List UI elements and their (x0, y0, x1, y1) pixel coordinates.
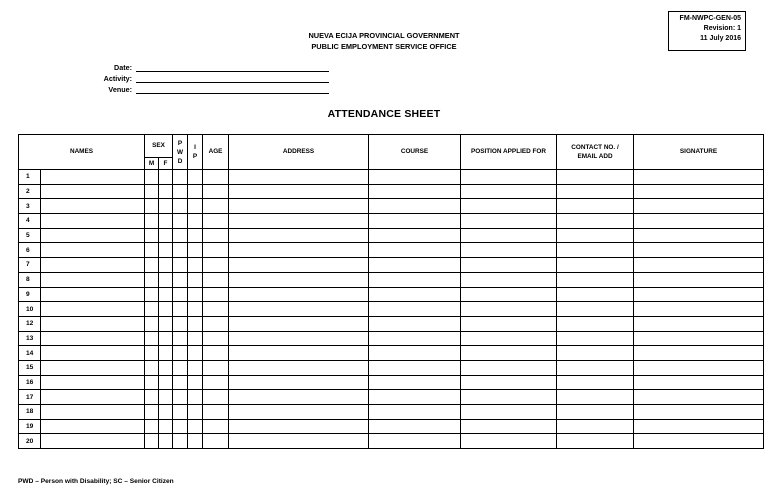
ip-header: I P (188, 135, 203, 170)
entry-cell[interactable] (159, 360, 173, 375)
entry-cell[interactable] (188, 434, 203, 449)
table-row (19, 419, 764, 434)
entry-cell[interactable] (461, 346, 557, 361)
entry-cell[interactable] (188, 272, 203, 287)
entry-cell[interactable] (41, 390, 145, 405)
activity-label: Activity: (103, 74, 132, 83)
entry-cell[interactable] (145, 287, 159, 302)
entry-cell[interactable] (461, 405, 557, 420)
entry-cell[interactable] (229, 360, 369, 375)
entry-cell[interactable] (557, 214, 634, 229)
entry-cell[interactable] (173, 405, 188, 420)
entry-cell[interactable] (145, 258, 159, 273)
entry-cell[interactable] (557, 316, 634, 331)
table-row (19, 302, 764, 317)
entry-cell[interactable] (369, 390, 461, 405)
entry-cell[interactable] (229, 214, 369, 229)
entry-cell[interactable] (369, 375, 461, 390)
table-row (19, 228, 764, 243)
entry-cell[interactable] (634, 419, 764, 434)
entry-cell[interactable] (145, 228, 159, 243)
row-number: 15 (19, 360, 41, 375)
entry-cell[interactable] (369, 258, 461, 273)
entry-cell[interactable] (634, 360, 764, 375)
entry-cell[interactable] (557, 390, 634, 405)
entry-cell[interactable] (557, 405, 634, 420)
entry-cell[interactable] (461, 360, 557, 375)
age-header: AGE (203, 135, 229, 170)
address-header: ADDRESS (229, 135, 369, 170)
entry-cell[interactable] (461, 331, 557, 346)
entry-cell[interactable] (41, 360, 145, 375)
date-line (136, 71, 329, 72)
activity-line (136, 82, 329, 83)
entry-cell[interactable] (188, 184, 203, 199)
entry-cell[interactable] (159, 390, 173, 405)
entry-cell[interactable] (369, 184, 461, 199)
entry-cell[interactable] (159, 243, 173, 258)
entry-cell[interactable] (369, 331, 461, 346)
contact-header: CONTACT NO. / EMAIL ADD (557, 135, 634, 170)
row-number: 8 (19, 272, 41, 287)
entry-cell[interactable] (145, 419, 159, 434)
row-number: 1 (19, 170, 41, 185)
entry-cell[interactable] (557, 331, 634, 346)
entry-cell[interactable] (188, 302, 203, 317)
entry-cell[interactable] (203, 419, 229, 434)
entry-cell[interactable] (173, 390, 188, 405)
attendance-rows (19, 170, 764, 449)
entry-cell[interactable] (634, 405, 764, 420)
row-number: 3 (19, 199, 41, 214)
entry-cell[interactable] (203, 243, 229, 258)
entry-cell[interactable] (369, 316, 461, 331)
entry-cell[interactable] (41, 272, 145, 287)
row-number: 17 (19, 390, 41, 405)
entry-cell[interactable] (557, 258, 634, 273)
entry-cell[interactable] (557, 170, 634, 185)
entry-cell[interactable] (229, 272, 369, 287)
entry-cell[interactable] (159, 346, 173, 361)
entry-cell[interactable] (41, 258, 145, 273)
entry-cell[interactable] (173, 228, 188, 243)
entry-cell[interactable] (461, 272, 557, 287)
entry-cell[interactable] (173, 199, 188, 214)
entry-cell[interactable] (461, 184, 557, 199)
entry-cell[interactable] (634, 390, 764, 405)
entry-cell[interactable] (203, 331, 229, 346)
entry-cell[interactable] (203, 346, 229, 361)
row-number: 9 (19, 287, 41, 302)
entry-cell[interactable] (557, 228, 634, 243)
entry-cell[interactable] (173, 302, 188, 317)
entry-cell[interactable] (41, 199, 145, 214)
entry-cell[interactable] (461, 316, 557, 331)
signature-header: SIGNATURE (634, 135, 764, 170)
entry-cell[interactable] (557, 287, 634, 302)
table-row (19, 170, 764, 185)
entry-cell[interactable] (634, 316, 764, 331)
sex-header: SEX (145, 135, 173, 158)
entry-cell[interactable] (145, 390, 159, 405)
entry-cell[interactable] (41, 184, 145, 199)
entry-cell[interactable] (461, 375, 557, 390)
entry-cell[interactable] (634, 272, 764, 287)
table-row (19, 434, 764, 449)
entry-cell[interactable] (369, 346, 461, 361)
entry-cell[interactable] (145, 170, 159, 185)
entry-cell[interactable] (145, 243, 159, 258)
table-row (19, 390, 764, 405)
entry-cell[interactable] (203, 390, 229, 405)
entry-cell[interactable] (173, 214, 188, 229)
entry-cell[interactable] (188, 214, 203, 229)
table-row (19, 346, 764, 361)
entry-cell[interactable] (203, 258, 229, 273)
entry-cell[interactable] (159, 405, 173, 420)
entry-cell[interactable] (159, 331, 173, 346)
entry-cell[interactable] (229, 331, 369, 346)
entry-cell[interactable] (145, 434, 159, 449)
entry-cell[interactable] (229, 184, 369, 199)
table-row (19, 199, 764, 214)
table-row (19, 243, 764, 258)
entry-cell[interactable] (159, 434, 173, 449)
entry-cell[interactable] (557, 360, 634, 375)
venue-line (136, 93, 329, 94)
entry-cell[interactable] (41, 228, 145, 243)
entry-cell[interactable] (145, 302, 159, 317)
table-row (19, 258, 764, 273)
entry-cell[interactable] (229, 316, 369, 331)
entry-cell[interactable] (145, 346, 159, 361)
entry-cell[interactable] (634, 346, 764, 361)
entry-cell[interactable] (41, 419, 145, 434)
entry-cell[interactable] (229, 228, 369, 243)
entry-cell[interactable] (41, 287, 145, 302)
entry-cell[interactable] (461, 170, 557, 185)
table-row (19, 360, 764, 375)
entry-cell[interactable] (634, 170, 764, 185)
entry-cell[interactable] (145, 375, 159, 390)
entry-cell[interactable] (229, 390, 369, 405)
entry-cell[interactable] (203, 302, 229, 317)
entry-cell[interactable] (159, 419, 173, 434)
entry-cell[interactable] (557, 199, 634, 214)
entry-cell[interactable] (159, 170, 173, 185)
row-number: 18 (19, 405, 41, 420)
row-number: 7 (19, 258, 41, 273)
entry-cell[interactable] (634, 302, 764, 317)
entry-cell[interactable] (634, 258, 764, 273)
table-row (19, 331, 764, 346)
row-number: 4 (19, 214, 41, 229)
entry-cell[interactable] (461, 390, 557, 405)
row-number: 6 (19, 243, 41, 258)
entry-cell[interactable] (173, 346, 188, 361)
entry-cell[interactable] (145, 272, 159, 287)
entry-cell[interactable] (188, 316, 203, 331)
entry-cell[interactable] (188, 228, 203, 243)
entry-cell[interactable] (461, 228, 557, 243)
page-title: ATTENDANCE SHEET (327, 108, 441, 120)
entry-cell[interactable] (229, 419, 369, 434)
entry-cell[interactable] (159, 316, 173, 331)
row-number: 12 (19, 316, 41, 331)
entry-cell[interactable] (229, 258, 369, 273)
entry-cell[interactable] (159, 184, 173, 199)
entry-cell[interactable] (188, 331, 203, 346)
entry-cell[interactable] (173, 184, 188, 199)
entry-cell[interactable] (41, 316, 145, 331)
entry-cell[interactable] (557, 419, 634, 434)
form-date: 11 July 2016 (700, 35, 741, 42)
entry-cell[interactable] (173, 170, 188, 185)
entry-cell[interactable] (145, 316, 159, 331)
entry-cell[interactable] (41, 434, 145, 449)
entry-cell[interactable] (159, 287, 173, 302)
entry-cell[interactable] (159, 375, 173, 390)
entry-cell[interactable] (159, 199, 173, 214)
row-number: 10 (19, 302, 41, 317)
entry-cell[interactable] (173, 272, 188, 287)
entry-cell[interactable] (41, 405, 145, 420)
entry-cell[interactable] (145, 199, 159, 214)
entry-cell[interactable] (369, 360, 461, 375)
entry-cell[interactable] (203, 316, 229, 331)
table-row (19, 375, 764, 390)
table-row (19, 272, 764, 287)
row-number: 2 (19, 184, 41, 199)
entry-cell[interactable] (173, 331, 188, 346)
row-number: 14 (19, 346, 41, 361)
female-header: F (159, 158, 173, 170)
entry-cell[interactable] (557, 346, 634, 361)
table-row (19, 184, 764, 199)
entry-cell[interactable] (203, 287, 229, 302)
entry-cell[interactable] (173, 434, 188, 449)
office-header (0, 30, 768, 52)
table-row (19, 316, 764, 331)
entry-cell[interactable] (203, 375, 229, 390)
entry-cell[interactable] (634, 434, 764, 449)
entry-cell[interactable] (203, 434, 229, 449)
header-line-2: PUBLIC EMPLOYMENT SERVICE OFFICE (311, 42, 457, 51)
entry-cell[interactable] (461, 419, 557, 434)
entry-cell[interactable] (41, 243, 145, 258)
table-row (19, 287, 764, 302)
entry-cell[interactable] (557, 302, 634, 317)
attendance-table (18, 134, 764, 449)
entry-cell[interactable] (369, 419, 461, 434)
entry-cell[interactable] (41, 346, 145, 361)
row-number: 20 (19, 434, 41, 449)
form-code: FM-NWPC-GEN-05 (679, 15, 741, 22)
entry-cell[interactable] (203, 214, 229, 229)
entry-cell[interactable] (229, 434, 369, 449)
entry-cell[interactable] (188, 199, 203, 214)
entry-cell[interactable] (145, 331, 159, 346)
row-number: 19 (19, 419, 41, 434)
entry-cell[interactable] (229, 199, 369, 214)
entry-cell[interactable] (634, 331, 764, 346)
entry-cell[interactable] (634, 287, 764, 302)
entry-cell[interactable] (461, 434, 557, 449)
entry-cell[interactable] (634, 228, 764, 243)
entry-cell[interactable] (229, 243, 369, 258)
entry-cell[interactable] (634, 214, 764, 229)
table-row (19, 405, 764, 420)
entry-cell[interactable] (557, 434, 634, 449)
entry-cell[interactable] (159, 258, 173, 273)
venue-label: Venue: (108, 85, 132, 94)
entry-cell[interactable] (461, 258, 557, 273)
entry-cell[interactable] (229, 405, 369, 420)
entry-cell[interactable] (188, 360, 203, 375)
header-line-1: NUEVA ECIJA PROVINCIAL GOVERNMENT (308, 31, 460, 40)
entry-cell[interactable] (159, 272, 173, 287)
entry-cell[interactable] (188, 390, 203, 405)
entry-cell[interactable] (229, 346, 369, 361)
entry-cell[interactable] (145, 405, 159, 420)
entry-cell[interactable] (41, 170, 145, 185)
entry-cell[interactable] (203, 199, 229, 214)
entry-cell[interactable] (369, 272, 461, 287)
date-label: Date: (114, 63, 132, 72)
row-number: 13 (19, 331, 41, 346)
entry-cell[interactable] (145, 184, 159, 199)
entry-cell[interactable] (188, 405, 203, 420)
entry-cell[interactable] (203, 272, 229, 287)
entry-cell[interactable] (203, 184, 229, 199)
entry-cell[interactable] (41, 331, 145, 346)
entry-cell[interactable] (188, 170, 203, 185)
entry-cell[interactable] (229, 375, 369, 390)
entry-cell[interactable] (461, 287, 557, 302)
row-number: 16 (19, 375, 41, 390)
entry-cell[interactable] (173, 316, 188, 331)
entry-cell[interactable] (557, 184, 634, 199)
entry-cell[interactable] (145, 360, 159, 375)
entry-cell[interactable] (159, 228, 173, 243)
entry-cell[interactable] (173, 375, 188, 390)
entry-cell[interactable] (41, 214, 145, 229)
entry-cell[interactable] (203, 228, 229, 243)
entry-cell[interactable] (229, 287, 369, 302)
entry-cell[interactable] (461, 302, 557, 317)
entry-cell[interactable] (173, 243, 188, 258)
entry-cell[interactable] (369, 302, 461, 317)
entry-cell[interactable] (369, 287, 461, 302)
entry-cell[interactable] (461, 214, 557, 229)
names-header: NAMES (19, 135, 145, 170)
entry-cell[interactable] (634, 199, 764, 214)
row-number: 5 (19, 228, 41, 243)
entry-cell[interactable] (203, 170, 229, 185)
entry-cell[interactable] (634, 184, 764, 199)
entry-cell[interactable] (369, 170, 461, 185)
entry-cell[interactable] (634, 375, 764, 390)
entry-cell[interactable] (188, 419, 203, 434)
course-header: COURSE (369, 135, 461, 170)
entry-cell[interactable] (173, 419, 188, 434)
entry-cell[interactable] (229, 170, 369, 185)
entry-cell[interactable] (173, 287, 188, 302)
entry-cell[interactable] (229, 302, 369, 317)
entry-cell[interactable] (188, 243, 203, 258)
entry-cell[interactable] (41, 302, 145, 317)
entry-cell[interactable] (369, 405, 461, 420)
entry-cell[interactable] (173, 258, 188, 273)
form-revision: Revision: 1 (703, 25, 741, 32)
pwd-header: P W D (173, 135, 188, 170)
entry-cell[interactable] (369, 214, 461, 229)
entry-cell[interactable] (369, 243, 461, 258)
entry-cell[interactable] (369, 434, 461, 449)
entry-cell[interactable] (159, 214, 173, 229)
male-header: M (145, 158, 159, 170)
entry-cell[interactable] (188, 287, 203, 302)
entry-cell[interactable] (41, 375, 145, 390)
entry-cell[interactable] (369, 199, 461, 214)
entry-cell[interactable] (159, 302, 173, 317)
table-row (19, 214, 764, 229)
entry-cell[interactable] (188, 258, 203, 273)
entry-cell[interactable] (634, 243, 764, 258)
entry-cell[interactable] (188, 375, 203, 390)
position-header: POSITION APPLIED FOR (461, 135, 557, 170)
entry-cell[interactable] (203, 405, 229, 420)
entry-cell[interactable] (461, 243, 557, 258)
entry-cell[interactable] (557, 375, 634, 390)
entry-cell[interactable] (203, 360, 229, 375)
entry-cell[interactable] (557, 272, 634, 287)
entry-cell[interactable] (173, 360, 188, 375)
entry-cell[interactable] (369, 228, 461, 243)
entry-cell[interactable] (188, 346, 203, 361)
entry-cell[interactable] (145, 214, 159, 229)
entry-cell[interactable] (461, 199, 557, 214)
entry-cell[interactable] (557, 243, 634, 258)
footer-note: PWD – Person with Disability; SC – Senior Citizen (18, 478, 174, 485)
